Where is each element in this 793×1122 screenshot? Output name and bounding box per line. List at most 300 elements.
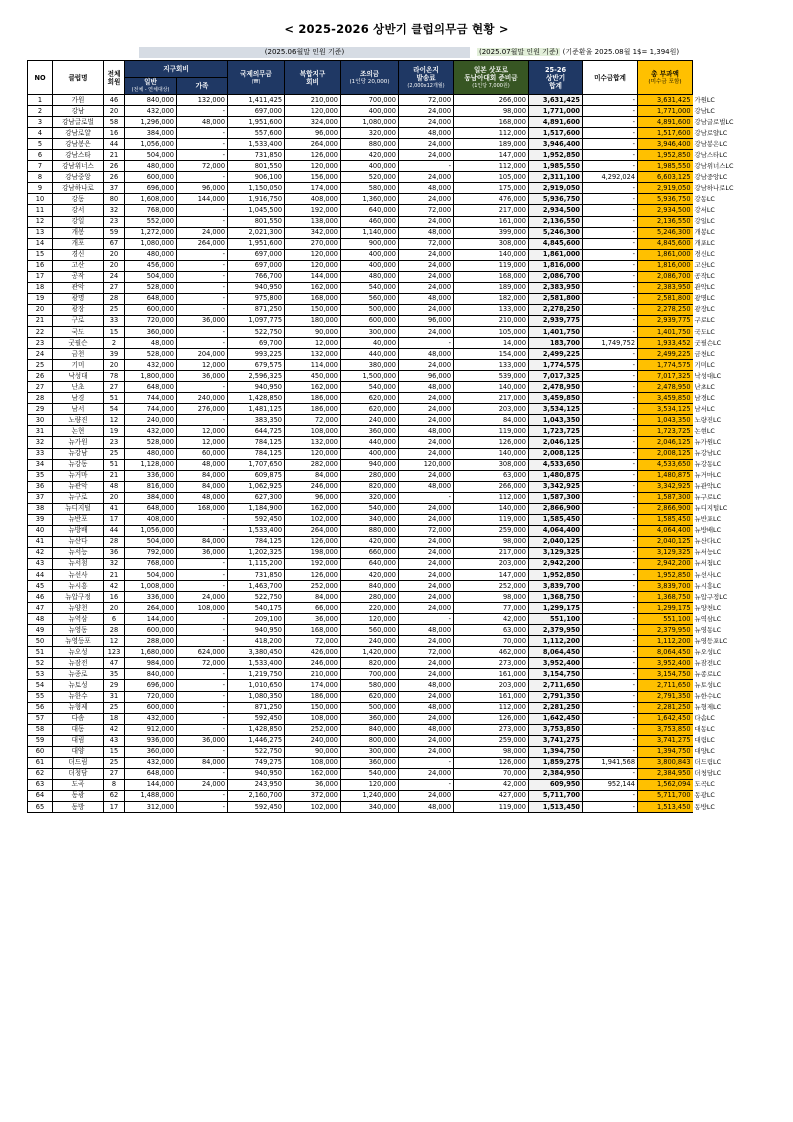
cell-label: 뉴역삼LC — [694, 614, 722, 623]
cell-family: - — [177, 514, 228, 525]
cell-label: 공작LC — [694, 272, 715, 281]
cell-intl: 801,550 — [228, 161, 285, 172]
cell-members: 47 — [104, 658, 125, 669]
cell-club: 대양 — [53, 746, 104, 757]
cell-unpaid: - — [583, 768, 638, 779]
cell-general: 1,488,000 — [125, 790, 177, 801]
cell-total: 1,816,000 — [638, 260, 693, 271]
cell-japan: 126,000 — [454, 437, 529, 448]
cell-family: 84,000 — [177, 470, 228, 481]
cell-total: 2,046,125 — [638, 437, 693, 448]
cell-total: 1,861,000 — [638, 249, 693, 260]
table-row — [28, 536, 766, 547]
cell-condolence: 900,000 — [341, 238, 399, 249]
cell-no: 18 — [28, 282, 53, 293]
cell-family: 12,000 — [177, 360, 228, 371]
table-row — [28, 614, 766, 625]
cell-condolence: 40,000 — [341, 338, 399, 349]
cell-half: 1,952,850 — [529, 150, 583, 161]
cell-general: 432,000 — [125, 757, 177, 768]
cell-label: 도곡LC — [694, 780, 715, 789]
cell-condolence: 880,000 — [341, 525, 399, 536]
cell-multi: 408,000 — [285, 194, 341, 205]
cell-general: 144,000 — [125, 779, 177, 790]
cell-family: 204,000 — [177, 349, 228, 360]
cell-multi: 132,000 — [285, 437, 341, 448]
cell-half: 2,581,800 — [529, 293, 583, 304]
cell-half: 2,281,250 — [529, 702, 583, 713]
cell-general: 840,000 — [125, 669, 177, 680]
cell-total: 2,919,050 — [638, 183, 693, 194]
cell-intl: 1,219,750 — [228, 669, 285, 680]
cell-intl: 1,411,425 — [228, 95, 285, 106]
table-row — [28, 415, 766, 426]
cell-intl: 766,700 — [228, 271, 285, 282]
cell-unpaid: - — [583, 260, 638, 271]
cell-club: 강남위너스 — [53, 161, 104, 172]
cell-no: 30 — [28, 415, 53, 426]
cell-total: 4,533,650 — [638, 459, 693, 470]
cell-japan: 147,000 — [454, 570, 529, 581]
cell-intl: 1,150,050 — [228, 183, 285, 194]
cell-club: 강남로얄 — [53, 128, 104, 139]
cell-general: 264,000 — [125, 603, 177, 614]
cell-half: 1,480,875 — [529, 470, 583, 481]
cell-family: 132,000 — [177, 95, 228, 106]
cell-general: 552,000 — [125, 216, 177, 227]
cell-label: 뉴디지털LC — [694, 504, 728, 513]
cell-no: 1 — [28, 95, 53, 106]
cell-no: 33 — [28, 448, 53, 459]
cell-japan: 168,000 — [454, 117, 529, 128]
cell-members: 23 — [104, 216, 125, 227]
cell-japan: 133,000 — [454, 360, 529, 371]
cell-family: 168,000 — [177, 503, 228, 514]
cell-japan: 476,000 — [454, 194, 529, 205]
cell-lions: 96,000 — [399, 371, 454, 382]
cell-label: 구로LC — [694, 316, 715, 325]
cell-general: 648,000 — [125, 293, 177, 304]
cell-condolence: 700,000 — [341, 95, 399, 106]
cell-general: 480,000 — [125, 448, 177, 459]
cell-condolence: 400,000 — [341, 260, 399, 271]
cell-general: 816,000 — [125, 481, 177, 492]
cell-multi: 282,000 — [285, 459, 341, 470]
cell-unpaid: 4,292,024 — [583, 172, 638, 183]
cell-label: 강남로얄LC — [694, 128, 728, 137]
cell-club: 대동 — [53, 724, 104, 735]
cell-japan: 133,000 — [454, 304, 529, 315]
cell-members: 19 — [104, 426, 125, 437]
cell-japan: 273,000 — [454, 724, 529, 735]
cell-multi: 120,000 — [285, 106, 341, 117]
cell-intl: 1,202,325 — [228, 547, 285, 558]
cell-intl: 1,951,600 — [228, 238, 285, 249]
cell-total: 4,064,400 — [638, 525, 693, 536]
cell-label: 국도LC — [694, 327, 715, 336]
cell-condolence: 340,000 — [341, 802, 399, 813]
table-row — [28, 183, 766, 194]
cell-intl: 1,481,125 — [228, 404, 285, 415]
cell-japan: 252,000 — [454, 581, 529, 592]
cell-club: 노량진 — [53, 415, 104, 426]
cell-multi: 66,000 — [285, 603, 341, 614]
cell-family: - — [177, 172, 228, 183]
header-lions-label: 라이온지 발송료 — [413, 65, 439, 82]
cell-family: - — [177, 702, 228, 713]
cell-club: 강남글로벌 — [53, 117, 104, 128]
cell-half: 551,100 — [529, 614, 583, 625]
cell-total: 2,383,950 — [638, 282, 693, 293]
cell-family: 60,000 — [177, 448, 228, 459]
cell-multi: 114,000 — [285, 360, 341, 371]
cell-multi: 120,000 — [285, 249, 341, 260]
cell-lions: 24,000 — [399, 139, 454, 150]
cell-total: 8,064,450 — [638, 647, 693, 658]
cell-family: - — [177, 382, 228, 393]
cell-general: 648,000 — [125, 382, 177, 393]
cell-members: 78 — [104, 371, 125, 382]
cell-unpaid: - — [583, 713, 638, 724]
table-row — [28, 647, 766, 658]
cell-condolence: 480,000 — [341, 271, 399, 282]
cell-label: 강동LC — [694, 194, 715, 203]
cell-intl: 1,951,600 — [228, 117, 285, 128]
cell-total: 1,587,300 — [638, 492, 693, 503]
cell-general: 528,000 — [125, 349, 177, 360]
table-row — [28, 503, 766, 514]
cell-family: - — [177, 249, 228, 260]
cell-intl: 1,533,400 — [228, 658, 285, 669]
cell-label: 강남봉은LC — [694, 139, 728, 148]
cell-members: 25 — [104, 757, 125, 768]
cell-intl: 749,275 — [228, 757, 285, 768]
cell-no: 23 — [28, 338, 53, 349]
cell-members: 29 — [104, 680, 125, 691]
cell-no: 51 — [28, 647, 53, 658]
cell-total: 1,480,875 — [638, 470, 693, 481]
cell-condolence: 560,000 — [341, 625, 399, 636]
cell-half: 2,311,100 — [529, 172, 583, 183]
cell-total: 4,891,600 — [638, 117, 693, 128]
cell-label: 뉴반포LC — [694, 515, 722, 524]
cell-club: 뉴영등포 — [53, 636, 104, 647]
cell-club: 뉴서첨 — [53, 558, 104, 569]
cell-unpaid: - — [583, 437, 638, 448]
table-row — [28, 161, 766, 172]
cell-condolence: 1,360,000 — [341, 194, 399, 205]
cell-lions: 72,000 — [399, 95, 454, 106]
cell-half: 1,299,175 — [529, 603, 583, 614]
cell-members: 39 — [104, 349, 125, 360]
table-row — [28, 680, 766, 691]
cell-condolence: 580,000 — [341, 680, 399, 691]
cell-members: 54 — [104, 404, 125, 415]
cell-half: 2,379,950 — [529, 625, 583, 636]
cell-no: 15 — [28, 249, 53, 260]
cell-japan: 217,000 — [454, 547, 529, 558]
cell-members: 80 — [104, 194, 125, 205]
cell-multi: 96,000 — [285, 128, 341, 139]
cell-total: 1,774,575 — [638, 360, 693, 371]
cell-lions: 24,000 — [399, 558, 454, 569]
cell-lions: 24,000 — [399, 437, 454, 448]
cell-condolence: 420,000 — [341, 536, 399, 547]
table-row — [28, 790, 766, 801]
cell-club: 뉴오성 — [53, 647, 104, 658]
cell-japan: 119,000 — [454, 260, 529, 271]
cell-lions: 72,000 — [399, 238, 454, 249]
header-general-label: 일반 — [144, 78, 157, 86]
cell-lions: 24,000 — [399, 547, 454, 558]
cell-no: 26 — [28, 371, 53, 382]
cell-members: 6 — [104, 614, 125, 625]
cell-half: 2,278,250 — [529, 304, 583, 315]
table-row — [28, 636, 766, 647]
cell-multi: 102,000 — [285, 514, 341, 525]
cell-half: 4,064,400 — [529, 525, 583, 536]
cell-total: 3,342,925 — [638, 481, 693, 492]
cell-lions: 24,000 — [399, 592, 454, 603]
cell-family: 24,000 — [177, 779, 228, 790]
cell-club: 강서 — [53, 205, 104, 216]
dues-table — [27, 60, 766, 813]
cell-club: 대림 — [53, 735, 104, 746]
cell-unpaid: - — [583, 315, 638, 326]
cell-half: 2,008,125 — [529, 448, 583, 459]
table-row — [28, 117, 766, 128]
cell-unpaid: 952,144 — [583, 779, 638, 790]
cell-general: 504,000 — [125, 271, 177, 282]
cell-family: 276,000 — [177, 404, 228, 415]
cell-japan: 140,000 — [454, 382, 529, 393]
cell-total: 2,136,550 — [638, 216, 693, 227]
cell-general: 504,000 — [125, 570, 177, 581]
cell-japan: 70,000 — [454, 636, 529, 647]
cell-members: 27 — [104, 282, 125, 293]
cell-general: 768,000 — [125, 205, 177, 216]
cell-multi: 72,000 — [285, 415, 341, 426]
cell-condolence: 1,240,000 — [341, 790, 399, 801]
cell-club: 금천 — [53, 349, 104, 360]
cell-club: 강남 — [53, 106, 104, 117]
cell-unpaid: - — [583, 647, 638, 658]
cell-condolence: 840,000 — [341, 724, 399, 735]
cell-club: 뉴가원 — [53, 437, 104, 448]
cell-lions: 72,000 — [399, 647, 454, 658]
table-row — [28, 326, 766, 337]
cell-members: 28 — [104, 625, 125, 636]
cell-japan: 84,000 — [454, 415, 529, 426]
cell-total: 2,008,125 — [638, 448, 693, 459]
cell-general: 696,000 — [125, 680, 177, 691]
cell-unpaid: - — [583, 349, 638, 360]
cell-club: 강남중앙 — [53, 172, 104, 183]
cell-intl: 592,450 — [228, 713, 285, 724]
cell-club: 뉴방배 — [53, 525, 104, 536]
cell-family: - — [177, 304, 228, 315]
cell-no: 34 — [28, 459, 53, 470]
cell-unpaid: - — [583, 459, 638, 470]
cell-total: 3,129,325 — [638, 547, 693, 558]
cell-multi: 324,000 — [285, 117, 341, 128]
header-total-sub: (미수금 포함) — [648, 78, 682, 85]
cell-no: 4 — [28, 128, 53, 139]
cell-condolence: 560,000 — [341, 293, 399, 304]
cell-multi: 150,000 — [285, 304, 341, 315]
cell-japan: 112,000 — [454, 161, 529, 172]
cell-lions: 24,000 — [399, 503, 454, 514]
cell-lions: 24,000 — [399, 603, 454, 614]
cell-label: 난초LC — [694, 382, 715, 391]
table-row — [28, 128, 766, 139]
table-row — [28, 249, 766, 260]
cell-members: 26 — [104, 161, 125, 172]
cell-japan: 98,000 — [454, 536, 529, 547]
cell-general: 1,080,000 — [125, 238, 177, 249]
cell-condolence: 540,000 — [341, 503, 399, 514]
cell-label: 더드림LC — [694, 758, 722, 767]
header-intl — [228, 61, 285, 95]
header-total — [638, 61, 693, 95]
cell-no: 2 — [28, 106, 53, 117]
cell-japan: 147,000 — [454, 150, 529, 161]
cell-lions: 48,000 — [399, 227, 454, 238]
cell-members: 20 — [104, 603, 125, 614]
cell-multi: 126,000 — [285, 570, 341, 581]
cell-unpaid: - — [583, 216, 638, 227]
cell-japan: 462,000 — [454, 647, 529, 658]
table-row — [28, 437, 766, 448]
cell-total: 7,017,325 — [638, 371, 693, 382]
cell-unpaid: - — [583, 658, 638, 669]
table-row — [28, 757, 766, 768]
cell-members: 41 — [104, 503, 125, 514]
cell-no: 62 — [28, 768, 53, 779]
cell-multi: 210,000 — [285, 669, 341, 680]
cell-total: 1,562,094 — [638, 779, 693, 790]
cell-members: 32 — [104, 558, 125, 569]
table-row — [28, 216, 766, 227]
cell-unpaid: - — [583, 603, 638, 614]
cell-total: 3,800,843 — [638, 757, 693, 768]
cell-general: 600,000 — [125, 702, 177, 713]
cell-general: 600,000 — [125, 625, 177, 636]
cell-unpaid: - — [583, 382, 638, 393]
cell-label: 경신LC — [694, 250, 715, 259]
cell-unpaid: - — [583, 547, 638, 558]
caption-exchange-rate: (기준환율 2025.08월 1$= 1,394원) — [560, 48, 680, 56]
cell-intl: 940,950 — [228, 625, 285, 636]
cell-lions: 24,000 — [399, 216, 454, 227]
header-japan — [454, 61, 529, 95]
cell-no: 25 — [28, 360, 53, 371]
cell-no: 22 — [28, 326, 53, 337]
cell-intl: 1,533,400 — [228, 139, 285, 150]
cell-intl: 418,200 — [228, 636, 285, 647]
cell-japan: 105,000 — [454, 326, 529, 337]
cell-total: 2,278,250 — [638, 304, 693, 315]
cell-members: 36 — [104, 547, 125, 558]
table-row — [28, 713, 766, 724]
cell-half: 3,952,400 — [529, 658, 583, 669]
cell-members: 27 — [104, 382, 125, 393]
cell-multi: 264,000 — [285, 525, 341, 536]
cell-intl: 697,000 — [228, 106, 285, 117]
cell-general: 720,000 — [125, 691, 177, 702]
cell-lions: 48,000 — [399, 481, 454, 492]
cell-total: 3,459,850 — [638, 393, 693, 404]
cell-condolence: 360,000 — [341, 757, 399, 768]
table-row — [28, 658, 766, 669]
header-japan-label: 일본 삿포로 동남아대회 준비금 — [464, 65, 518, 82]
cell-lions: 48,000 — [399, 802, 454, 813]
cell-family: 36,000 — [177, 547, 228, 558]
cell-half: 2,711,650 — [529, 680, 583, 691]
cell-unpaid: - — [583, 415, 638, 426]
table-row — [28, 691, 766, 702]
cell-no: 40 — [28, 525, 53, 536]
cell-unpaid: - — [583, 227, 638, 238]
cell-intl: 1,045,500 — [228, 205, 285, 216]
cell-no: 11 — [28, 205, 53, 216]
cell-condolence: 380,000 — [341, 360, 399, 371]
cell-no: 42 — [28, 547, 53, 558]
cell-half: 1,816,000 — [529, 260, 583, 271]
cell-condolence: 420,000 — [341, 150, 399, 161]
cell-unpaid: - — [583, 570, 638, 581]
cell-japan: 98,000 — [454, 746, 529, 757]
cell-lions: 24,000 — [399, 260, 454, 271]
cell-lions: - — [399, 757, 454, 768]
cell-multi: 126,000 — [285, 536, 341, 547]
table-row — [28, 371, 766, 382]
cell-multi: 180,000 — [285, 315, 341, 326]
cell-general: 792,000 — [125, 547, 177, 558]
cell-family: 72,000 — [177, 161, 228, 172]
cell-members: 17 — [104, 802, 125, 813]
cell-general: 384,000 — [125, 128, 177, 139]
cell-condolence: 580,000 — [341, 183, 399, 194]
cell-members: 17 — [104, 514, 125, 525]
cell-family: 84,000 — [177, 481, 228, 492]
header-lions-sub: (2,000x12개월) — [407, 82, 445, 89]
cell-intl: 1,097,775 — [228, 315, 285, 326]
cell-total: 4,845,600 — [638, 238, 693, 249]
cell-family: - — [177, 326, 228, 337]
cell-condolence: 600,000 — [341, 315, 399, 326]
cell-condolence: 880,000 — [341, 139, 399, 150]
cell-intl: 1,115,200 — [228, 558, 285, 569]
cell-unpaid: - — [583, 95, 638, 106]
header-condolence — [341, 61, 399, 95]
cell-general: 1,056,000 — [125, 139, 177, 150]
cell-multi: 162,000 — [285, 382, 341, 393]
cell-club: 뉴강남 — [53, 448, 104, 459]
cell-japan: 112,000 — [454, 128, 529, 139]
cell-multi: 264,000 — [285, 139, 341, 150]
cell-label: 굿필슨LC — [694, 338, 722, 347]
cell-label: 광명LC — [694, 294, 715, 303]
cell-japan: 259,000 — [454, 525, 529, 536]
cell-total: 3,154,750 — [638, 669, 693, 680]
cell-general: 384,000 — [125, 492, 177, 503]
cell-lions: - — [399, 614, 454, 625]
cell-half: 1,517,600 — [529, 128, 583, 139]
cell-club: 국도 — [53, 326, 104, 337]
cell-club: 뉴잠전 — [53, 658, 104, 669]
cell-club: 더드림 — [53, 757, 104, 768]
